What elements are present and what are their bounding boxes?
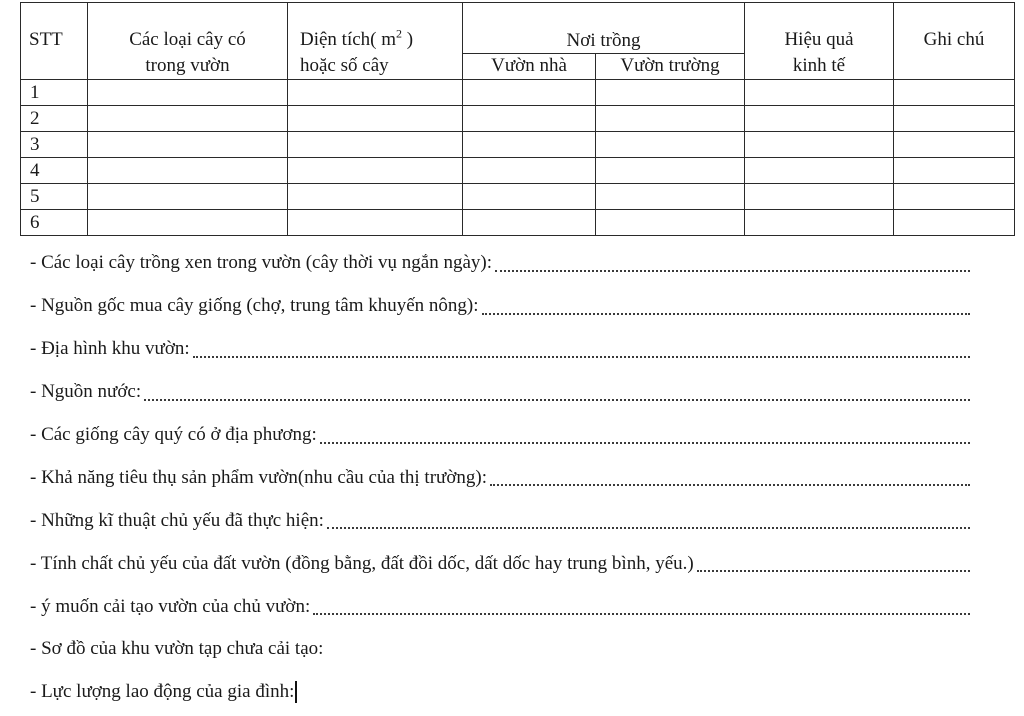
header-planting-place: Nơi trồng: [463, 3, 745, 54]
survey-table: [20, 2, 1015, 236]
row-number: 6: [21, 210, 88, 236]
table-cell[interactable]: [88, 210, 288, 236]
question-label: - Các loại cây trồng xen trong vườn (cây thời vụ ngắn ngày):: [30, 252, 492, 274]
question-label: - Nguồn gốc mua cây giống (chợ, trung tâm khuyến nông):: [30, 295, 479, 317]
answer-blank[interactable]: [697, 555, 970, 572]
table-cell[interactable]: [463, 158, 596, 184]
table-cell[interactable]: [288, 210, 463, 236]
table-row: [21, 106, 1015, 132]
table-cell[interactable]: [463, 132, 596, 158]
question-line: [30, 371, 970, 414]
table-cell[interactable]: [596, 158, 745, 184]
table-cell[interactable]: [596, 106, 745, 132]
answer-blank[interactable]: [482, 298, 970, 315]
row-number: 2: [21, 106, 88, 132]
table-cell[interactable]: [463, 184, 596, 210]
row-number: 5: [21, 184, 88, 210]
row-number: 1: [21, 80, 88, 106]
question-label: - Khả năng tiêu thụ sản phẩm vườn(nhu cầu của thị trường):: [30, 466, 487, 488]
table-cell[interactable]: [596, 210, 745, 236]
question-label: - Nguồn nước:: [30, 381, 142, 403]
header-area: Diện tích( $m^2$ ) hoặc số cây: [288, 3, 463, 80]
question-line: [30, 242, 970, 285]
table-cell[interactable]: [894, 106, 1015, 132]
question-line: [30, 414, 970, 457]
table-cell[interactable]: [88, 158, 288, 184]
table-cell[interactable]: [745, 80, 894, 106]
question-line: [30, 585, 970, 628]
text-cursor: [295, 681, 297, 703]
question-label: - Lực lượng lao động của gia đình:: [30, 681, 295, 703]
table-cell[interactable]: [288, 184, 463, 210]
header-stt: STT: [21, 3, 88, 80]
question-line: [30, 628, 970, 671]
table-cell[interactable]: [745, 132, 894, 158]
table-cell[interactable]: [288, 80, 463, 106]
table-row: [21, 210, 1015, 236]
table-cell[interactable]: [745, 184, 894, 210]
table-row: [21, 80, 1015, 106]
table-cell[interactable]: [463, 210, 596, 236]
header-school-garden: Vườn trường: [596, 54, 745, 80]
table-cell[interactable]: [288, 132, 463, 158]
table-row: [21, 158, 1015, 184]
table-row: [21, 184, 1015, 210]
table-cell[interactable]: [596, 80, 745, 106]
table-cell[interactable]: [288, 106, 463, 132]
answer-blank[interactable]: [144, 384, 970, 401]
header-notes: Ghi chú: [894, 3, 1015, 80]
table-cell[interactable]: [88, 80, 288, 106]
answer-blank[interactable]: [320, 427, 970, 444]
question-line: [30, 456, 970, 499]
table-cell[interactable]: [745, 158, 894, 184]
header-home-garden: Vườn nhà: [463, 54, 596, 80]
header-plant-types: Các loại cây có trong vườn: [88, 3, 288, 80]
table-cell[interactable]: [88, 106, 288, 132]
question-lines: [30, 242, 970, 714]
table-cell[interactable]: [596, 184, 745, 210]
answer-blank[interactable]: [193, 341, 970, 358]
table-cell[interactable]: [894, 132, 1015, 158]
answer-blank[interactable]: [495, 255, 970, 272]
table-cell[interactable]: [288, 158, 463, 184]
question-line: [30, 542, 970, 585]
table-cell[interactable]: [894, 210, 1015, 236]
question-label: - ý muốn cải tạo vườn của chủ vườn:: [30, 595, 311, 617]
table-cell[interactable]: [894, 80, 1015, 106]
table-cell[interactable]: [745, 210, 894, 236]
table-cell[interactable]: [88, 132, 288, 158]
table-cell[interactable]: [894, 184, 1015, 210]
header-economic-efficiency: Hiệu quả kinh tế: [745, 3, 894, 80]
row-number: 4: [21, 158, 88, 184]
table-cell[interactable]: [894, 158, 1015, 184]
question-line: [30, 328, 970, 371]
question-line: [30, 285, 970, 328]
question-label: - Tính chất chủ yếu của đất vườn (đồng bằng, đất đồi dốc, dất dốc hay trung bình, yếu.): [30, 552, 694, 574]
table-cell[interactable]: [88, 184, 288, 210]
table-cell[interactable]: [463, 106, 596, 132]
question-line: [30, 499, 970, 542]
table-row: [21, 132, 1015, 158]
table-cell[interactable]: [596, 132, 745, 158]
question-label: - Sơ đồ của khu vườn tạp chưa cải tạo:: [30, 638, 324, 660]
question-label: - Địa hình khu vườn:: [30, 338, 190, 360]
question-label: - Các giống cây quý có ở địa phương:: [30, 424, 317, 445]
table-cell[interactable]: [745, 106, 894, 132]
answer-blank[interactable]: [313, 598, 970, 615]
question-line: [30, 671, 970, 714]
table-cell[interactable]: [463, 80, 596, 106]
question-label: - Những kĩ thuật chủ yếu đã thực hiện:: [30, 509, 324, 531]
answer-blank[interactable]: [327, 512, 970, 529]
row-number: 3: [21, 132, 88, 158]
answer-blank[interactable]: [490, 469, 970, 486]
